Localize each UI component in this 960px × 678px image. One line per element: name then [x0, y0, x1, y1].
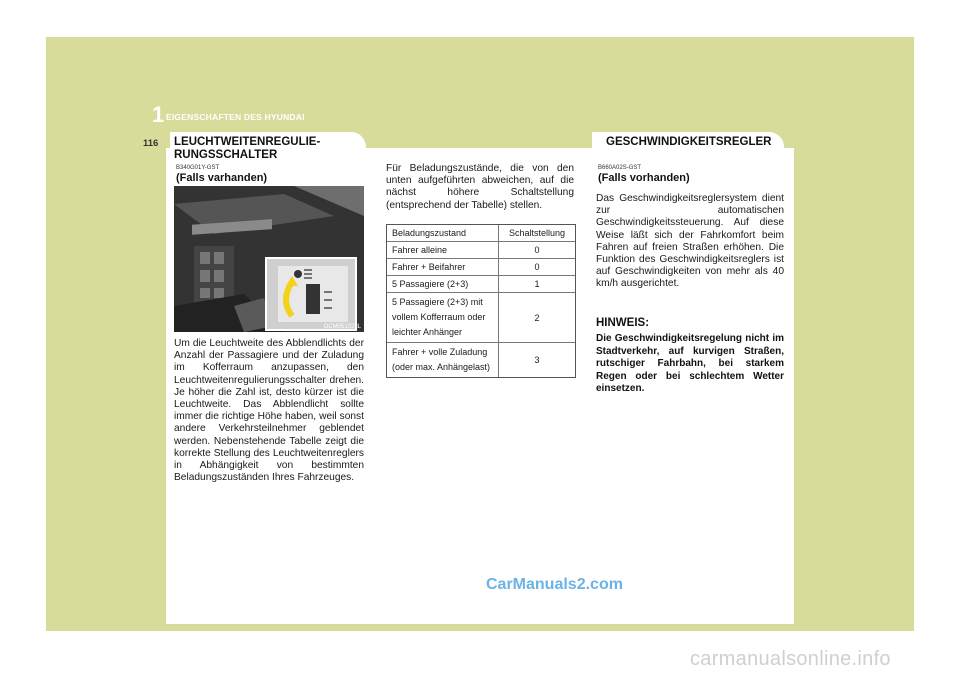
table-row [387, 258, 575, 275]
table-row [387, 241, 575, 258]
cruise-control-description: Das Geschwindigkeitsreglersystem dient zur automatischen Geschwindigkeitssteuerung. Auf diese Weise läßt sich der Fahrkomfort beim Fahren auf freien Straßen erhöhen. Die Funktion des Geschwindigkeitsreglers ist auf Geschwindigkeiten von mehr als 40 km/h ausgerichtet. [596, 193, 784, 290]
table-row [387, 292, 575, 342]
watermark-carmanualsonline: carmanualsonline.info [690, 648, 891, 670]
table-header-row [387, 225, 575, 241]
table-row [387, 342, 575, 377]
table-cell-state: Fahrer + volle Zuladung (oder max. Anhängelast) [387, 343, 499, 377]
table-cell-state: Fahrer alleine [387, 242, 499, 258]
section-code: B660A02S-GST [598, 165, 642, 171]
chapter-number: 1 [152, 102, 165, 127]
headlight-switch-photo [174, 186, 364, 332]
table-cell-state: 5 Passagiere (2+3) mit vollem Kofferraum oder leichter Anhänger [387, 293, 499, 342]
table-header-load: Beladungszustand [387, 225, 499, 241]
table-cell-state: Fahrer + Beifahrer [387, 259, 499, 275]
table-row [387, 275, 575, 292]
table-cell-position: 3 [534, 355, 540, 365]
table-cell-position: 1 [534, 279, 540, 289]
headlight-description: Um die Leuchtweite des Abblendlichts der Anzahl der Passagiere und der Zuladung im Kofferraum anzupassen, den Leuchtweitenregulierungsschalter drehen. Je höher die Zahl ist, desto kürzer ist die Leuchtweite. Das Abblendlicht sollte immer die richtige Höhe haben, weil sonst andere Verkehrsteilnehmer geblendet werden. Nebenstehende Tabelle zeigt die korrekte Stellung des Leuchtweitenreglers in Abhängigkeit von bestimmten Beladungszuständen Ihres Fahrzeuges. [174, 338, 364, 484]
section-subtitle: (Falls vorhanden) [598, 172, 690, 184]
table-cell-position: 0 [534, 262, 540, 272]
page-number: 116 [143, 138, 159, 149]
table-cell-position: 0 [534, 245, 540, 255]
table-cell-state: 5 Passagiere (2+3) [387, 276, 499, 292]
hint-body: Die Geschwindigkeitsregelung nicht im Stadtverkehr, auf kurvigen Straßen, rutschiger Fahrbahn, bei starkem Regen oder bei schlechtem Wetter einsetzen. [596, 333, 784, 394]
table-header-position: Schaltstellung [508, 228, 566, 238]
hint-title: HINWEIS: [596, 317, 650, 329]
photo-caption: OCM051028L [323, 324, 361, 330]
dashboard-illustration [174, 186, 364, 332]
watermark-carmanuals2[interactable]: CarManuals2.com [486, 576, 623, 593]
section-heading-headlight-leveling: LEUCHTWEITENREGULIE- RUNGSSCHALTER [174, 136, 321, 161]
chapter-title: EIGENSCHAFTEN DES HYUNDAI [166, 112, 305, 122]
table-cell-position: 2 [534, 312, 540, 323]
section-subtitle: (Falls varhanden) [176, 172, 268, 184]
table-intro: Für Beladungszustände, die von den unten aufgeführten abweichen, auf die nächst höhere Schaltstellung (entsprechend der Tabelle) stellen. [386, 163, 574, 211]
section-heading-cruise-control: GESCHWINDIGKEITSREGLER [606, 136, 772, 148]
section-code: B340G01Y-GST [176, 165, 220, 171]
load-state-table [386, 224, 576, 378]
